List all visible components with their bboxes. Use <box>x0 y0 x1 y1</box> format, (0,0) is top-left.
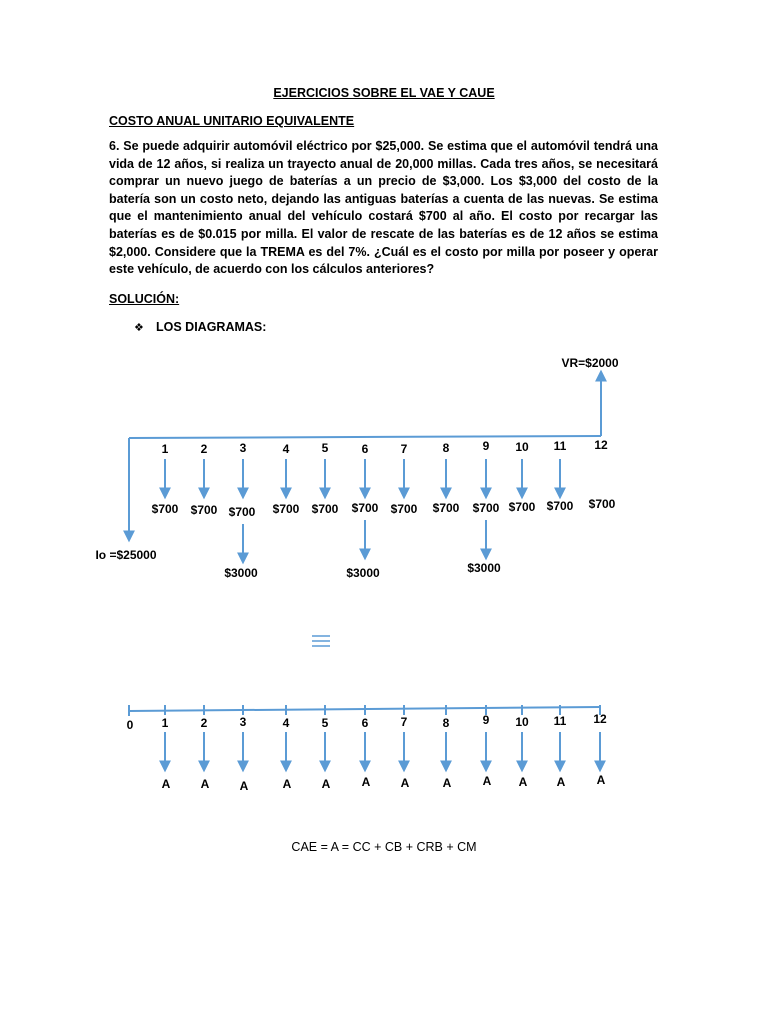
annuity-label: A <box>361 775 371 789</box>
maintenance-label: $700 <box>390 502 418 516</box>
period-label: 3 <box>239 715 247 729</box>
period-label: 12 <box>593 712 607 726</box>
maintenance-label: $700 <box>190 503 218 517</box>
maintenance-label: $700 <box>588 497 616 511</box>
maintenance-label: $700 <box>546 499 574 513</box>
period-label: 6 <box>361 442 369 456</box>
solution-heading: SOLUCIÓN: <box>109 292 180 306</box>
annuity-label: A <box>556 775 566 789</box>
annuity-label: A <box>282 777 292 791</box>
battery-label: $3000 <box>467 561 501 575</box>
annuity-label: A <box>596 773 606 787</box>
maintenance-label: $700 <box>151 502 179 516</box>
equivalence-symbol <box>312 622 330 646</box>
annuity-label: A <box>482 774 492 788</box>
annuity-label: A <box>400 776 410 790</box>
period-label: 9 <box>482 713 490 727</box>
maintenance-label: $700 <box>351 501 379 515</box>
bullet-text: LOS DIAGRAMAS: <box>156 320 267 334</box>
cash-flow-diagram-annuity <box>127 705 607 793</box>
annuity-label: A <box>321 777 331 791</box>
period-label: 10 <box>515 440 529 454</box>
salvage-value-label: VR=$2000 <box>561 356 619 370</box>
period-label: 4 <box>282 442 290 456</box>
period-label: 7 <box>400 715 408 729</box>
period-label: 11 <box>553 439 567 453</box>
annuity-label: A <box>239 779 249 793</box>
battery-label: $3000 <box>224 566 258 580</box>
period-label: 10 <box>515 715 529 729</box>
period-label: 4 <box>282 716 290 730</box>
annuity-label: A <box>200 777 210 791</box>
annuity-label: A <box>161 777 171 791</box>
period-label: 5 <box>321 716 329 730</box>
period-label: 7 <box>400 442 408 456</box>
period-label: 6 <box>361 716 369 730</box>
equivalence-label: ≡ <box>317 622 325 636</box>
period-label: 2 <box>200 716 208 730</box>
period-label: 8 <box>442 716 450 730</box>
annuity-label: A <box>518 775 528 789</box>
cae-formula: CAE = A = CC + CB + CRB + CM <box>291 840 477 854</box>
period-label: 2 <box>200 442 208 456</box>
period-label: 1 <box>161 442 169 456</box>
period-label: 8 <box>442 441 450 455</box>
diamond-bullet-icon: ❖ <box>134 321 144 334</box>
initial-investment-label: Io =$25000 <box>95 548 157 562</box>
maintenance-label: $700 <box>432 501 460 515</box>
document-title: EJERCICIOS SOBRE EL VAE Y CAUE <box>273 86 495 100</box>
period-label: 9 <box>482 439 490 453</box>
battery-label: $3000 <box>346 566 380 580</box>
section-subtitle: COSTO ANUAL UNITARIO EQUIVALENTE <box>109 114 355 128</box>
maintenance-label: $700 <box>472 501 500 515</box>
problem-statement: 6. Se puede adquirir automóvil eléctrico por $25,000. Se estima que el automóvil tendrá una vida de 12 años, si realiza un trayecto anual de 20,000 millas. Cada tres años, se necesitará comprar un nuevo juego de baterías a un precio de $3,000. Los $3,000 del costo de la batería son un costo neto, dejando las antiguas baterías a cuenta de las nuevas. Se estima que el mantenimiento anual del vehículo costará $700 al año. El costo por recargar las baterías es de $0.015 por milla. El valor de rescate de las baterías es de 12 años se estima $2,000. Considere que la TREMA es del 7%. ¿Cuál es el costo por milla por poseer y operar este vehículo, de acuerdo con los cálculos anteriores? <box>109 139 658 277</box>
period-label: 3 <box>239 441 247 455</box>
cash-flow-diagram-original <box>95 356 618 580</box>
period-label: 12 <box>594 438 608 452</box>
annuity-label: A <box>442 776 452 790</box>
period-label: 1 <box>161 716 169 730</box>
maintenance-label: $700 <box>508 500 536 514</box>
maintenance-label: $700 <box>272 502 300 516</box>
period-zero-label: 0 <box>126 718 134 732</box>
maintenance-label: $700 <box>311 502 339 516</box>
maintenance-label: $700 <box>228 505 256 519</box>
period-label: 5 <box>321 441 329 455</box>
period-label: 11 <box>553 714 567 728</box>
timeline-axis <box>129 436 601 438</box>
